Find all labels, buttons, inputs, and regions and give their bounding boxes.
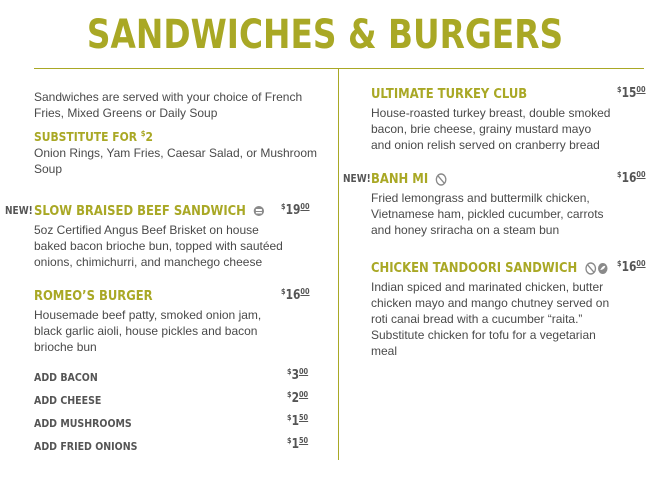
addon-name: ADD MUSHROOMS bbox=[34, 417, 132, 430]
new-badge: NEW! bbox=[5, 205, 33, 217]
substitute-title: SUBSTITUTE FOR $2 bbox=[34, 129, 154, 145]
addon-price: $^{\$}2^{00}$ bbox=[287, 390, 309, 406]
item-name: ULTIMATE TURKEY CLUB bbox=[371, 86, 528, 102]
menu-item bbox=[371, 170, 611, 238]
addon-price: $^{\$}1^{50}$ bbox=[287, 413, 309, 429]
substitute-section bbox=[34, 129, 324, 177]
item-price: $^{\$}16^{00}$ bbox=[617, 259, 646, 275]
addon-name: ADD CHEESE bbox=[34, 394, 102, 407]
menu-item bbox=[371, 259, 611, 359]
item-name: BANH MI bbox=[371, 171, 447, 187]
column-divider bbox=[338, 68, 339, 460]
addon-price: $^{\$}3^{00}$ bbox=[287, 367, 309, 383]
item-name: CHICKEN TANDOORI SANDWICH bbox=[371, 260, 609, 276]
item-description: Indian spiced and marinated chicken, butter chicken mayo and mango chutney served on roti canai bread with a cucumber “raita.” Substitute chicken for tofu for a vegetarian meal bbox=[371, 280, 610, 358]
addon-name: ADD FRIED ONIONS bbox=[34, 440, 138, 453]
dietary-icons bbox=[585, 262, 609, 275]
title-divider bbox=[34, 68, 644, 69]
addon-name: ADD BACON bbox=[34, 371, 98, 384]
item-name: ROMEO’S BURGER bbox=[34, 288, 153, 304]
item-price: $^{\$}16^{00}$ bbox=[617, 170, 646, 186]
substitute-options: Onion Rings, Yam Fries, Caesar Salad, or Mushroom Soup bbox=[34, 146, 318, 177]
no-gluten-icon bbox=[436, 173, 447, 186]
menu-item bbox=[34, 202, 284, 270]
addon-price: $^{\$}1^{50}$ bbox=[287, 436, 309, 452]
menu-item bbox=[34, 287, 284, 355]
item-price: $^{\$}15^{00}$ bbox=[617, 85, 646, 101]
item-description: Fried lemongrass and buttermilk chicken, Vietnamese ham, pickled cucumber, carrots and honey sriracha on a steam bun bbox=[371, 191, 604, 237]
menu-item bbox=[371, 85, 611, 153]
item-description: 5oz Certified Angus Beef Brisket on house baked bacon brioche bun, topped with sautéed onions, chimichurri, and manchego cheese bbox=[34, 223, 283, 269]
beef-icon bbox=[253, 205, 264, 217]
item-description: House-roasted turkey breast, double smoked bacon, brie cheese, grainy mustard mayo and onion relish served on cranberry bread bbox=[371, 106, 611, 152]
item-name: SLOW BRAISED BEEF SANDWICH bbox=[34, 203, 265, 219]
item-price: $^{\$}16^{00}$ bbox=[281, 287, 310, 303]
new-badge: NEW! bbox=[343, 173, 371, 185]
item-price: $^{\$}19^{00}$ bbox=[281, 202, 310, 218]
sides-note: Sandwiches are served with your choice of French Fries, Mixed Greens or Daily Soup bbox=[34, 90, 303, 120]
menu-title: SANDWICHES & BURGERS bbox=[86, 12, 564, 58]
item-description: Housemade beef patty, smoked onion jam, black garlic aioli, house pickles and bacon brioche bun bbox=[34, 308, 262, 354]
